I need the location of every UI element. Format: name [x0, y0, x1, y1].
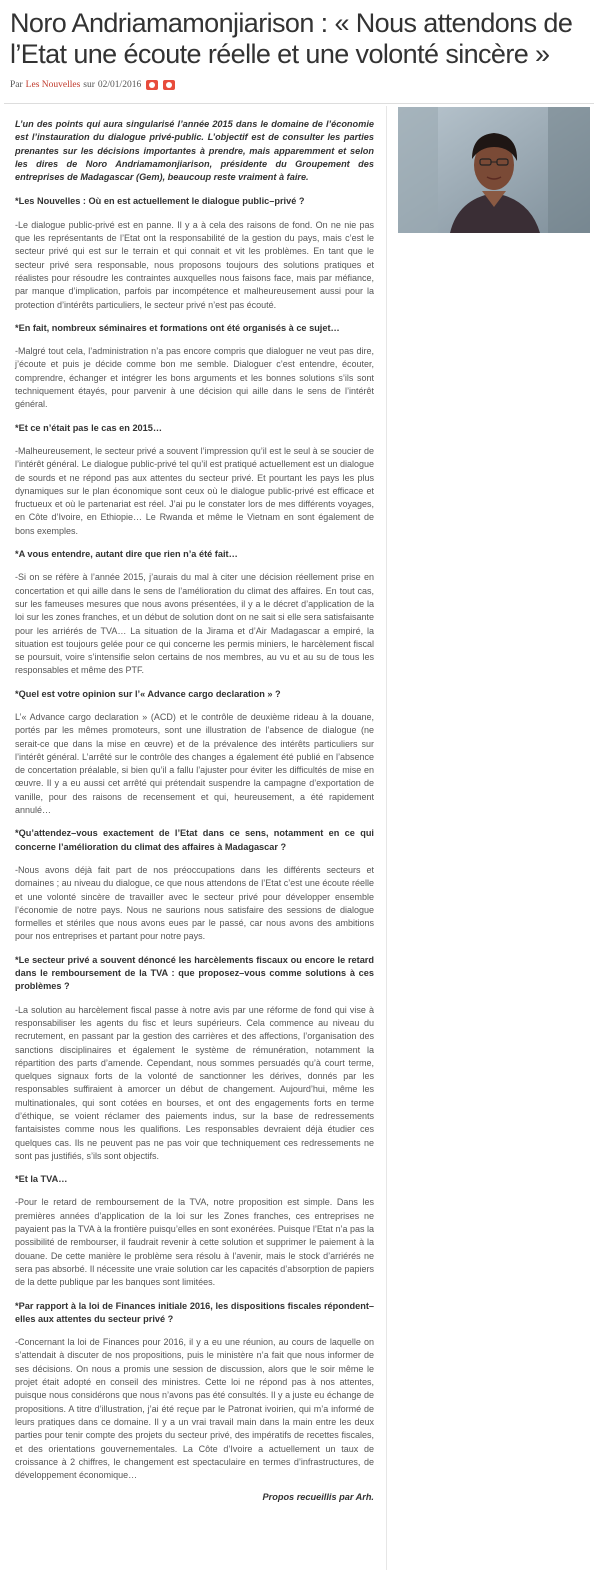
interview-answer: -Le dialogue public-privé est en panne. Il y a à cela des raisons de fond. On ne nie pas que les représentants de l’Etat ont la responsabilité de la gestion du pays, mais c’est le secteur privé qui est sur le terrain et qui connait et vit les problèmes. En tant que le secteur privé sera responsable, nous proposons toujours des solutions pratiques et réalistes pour résoudre les contraintes auxquelles nous faisons face, mais par méfiance, par manque d’implication, parfois par incompétence et malheureusement aussi pour la protection d’intérêts particuliers, le secteur privé n’est pas écouté. — [15, 219, 374, 310]
article-lead: L’un des points qui aura singularisé l’année 2015 dans le domaine de l’économie est l’instauration du dialogue privé-public. L’objectif est de consulter les parties prenantes sur les décisions importantes à prendre, mais apparemment et selon les dires de Noro Andriamamonjiarison, présidente du Groupement des entreprises de Madagascar (Gem), beaucoup reste vraiment à faire. — [15, 119, 374, 183]
interviewee-photo — [398, 107, 590, 233]
interview-answer: -Pour le retard de remboursement de la TVA, notre proposition est simple. Dans les premières années d’application de la loi sur les Zones franches, ces entreprises ne payaient pas la TVA à la frontière puisqu’elles en sont exonérées. Puisque l’Etat n’a pas la possibilité de rembourser, il faudrait revenir à cette solution et supprimer le paiement à la douane. De cette manière le problème sera résolu à l’avenir, mais le stock d’arriérés ne sera pas absorbé. Il nécessite une vraie solution car les capacités d’absorption de papiers de la dette publique par les banques sont limitées. — [15, 1197, 374, 1288]
interview-question: *Quel est votre opinion sur l’« Advance cargo declaration » ? — [15, 688, 281, 699]
header-divider — [4, 103, 594, 104]
article-header — [10, 8, 590, 90]
author-link[interactable]: Les Nouvelles — [25, 80, 81, 90]
interview-question: *En fait, nombreux séminaires et formations ont été organisés à ce sujet… — [15, 322, 340, 333]
interview-question: *Et la TVA… — [15, 1174, 68, 1185]
interview-question: *Qu’attendez–vous exactement de l’Etat dans ce sens, notamment en ce qui concerne l’amélioration du climat des affaires à Madagascar ? — [15, 828, 374, 852]
interview-question: *Et ce n’était pas le cas en 2015… — [15, 422, 163, 433]
portrait-image — [398, 107, 590, 233]
interview-answer: -Malheureusement, le secteur privé a souvent l’impression qu’il est le seul à se soucier de l’intérêt général. Le dialogue public-privé tel qu’il est pratiqué actuellement est un dialogue de sourds et ne répond pas aux attentes du secteur privé. Et pourtant les pays les plus dynamiques sur le plan économique sont ceux où le dialogue public-privé est efficace et fructueux et où le partenariat est réel. J’ai pu le constater lors de mes différents voyages, en Côte d’Ivoire, en Ethiopie… Le Rwanda et même le Vietnam en sont également de bons exemples. — [15, 445, 374, 536]
byline-prefix: Par — [10, 80, 23, 90]
interview-question: *A vous entendre, autant dire que rien n’a été fait… — [15, 549, 238, 560]
email-icon[interactable] — [163, 80, 175, 90]
article-title: Noro Andriamamonjiarison : « Nous attendons de l’Etat une écoute réelle et une volonté sincère » — [10, 8, 573, 69]
interview-answer: -Nous avons déjà fait part de nos préoccupations dans les différents secteurs et domaines ; au niveau du dialogue, ce que nous attendons de l’Etat c’est une écoute réelle et une volonté sincère de travailler avec le secteur privé pour développer ensemble l’économie de notre pays. Nous ne saurions nous satisfaire des sessions de dialogue formelles et stériles que nous avons eues par le passé, car nous avons des ambitions pour nos entreprises et partant pour notre pays. — [15, 864, 374, 942]
article-credit: Propos recueillis par Arh. — [262, 1492, 374, 1503]
interview-answer: -Concernant la loi de Finances pour 2016, il y a eu une réunion, au cours de laquelle on s’attendait à discuter de nos propositions, puis le ministère n’a fait que nous informer de ses décisions. On nous a promis une session de discussion, alors que le soir même le projet était adopté en conseil des ministres. Cette loi ne répond pas à nos attentes, puisque nous considérons que nous n’avons pas été consultés. Il y a juste eu échange de propositions. A titre d’illustration, j’ai été reçue par le Patronat ivoirien, qui m’a informé de leurs pratiques dans ce domaine. Il y a un vrai travail main dans la main entre les deux parties pour tenir compte des projets du secteur privé, des impératifs de recettes fiscales, et des orientations gouvernementales. La Côte d’Ivoire a actuellement un taux de croissance à 2 chiffres, le changement est spectaculaire en termes d’infrastructures, de développement économique… — [15, 1337, 374, 1481]
interview-question: *Les Nouvelles : Où en est actuellement le dialogue public–privé ? — [15, 196, 305, 207]
interview-answer: -Malgré tout cela, l’administration n’a pas encore compris que dialoguer ne veut pas dire, j’écoute et puis je décide comme bon me semble. Dialoguer c’est entendre, écouter, comprendre, échanger et intégrer les bons arguments et les bonnes solutions s’ils sont techniquement étayés, pour parvenir à une décision qui aille dans le sens de l’intérêt général. — [15, 346, 374, 410]
date-prefix: sur — [83, 80, 95, 90]
interview-answer: -Si on se réfère à l’année 2015, j’aurais du mal à citer une décision réellement prise en concertation et qui aille dans le sens de l’amélioration du climat des affaires. En tout cas, sur les fameuses mesures que nous avons présentées, il y a le décret d’application de la loi sur les zones franches, et un début de solution dont on ne sait si elle sera satisfaisante pour les arriérés de TVA… La situation de la Jirama et d’Air Madagascar a empiré, la situation est toujours gelée pour ce qui concerne les permis miniers, le harcèlement fiscal se poursuit, voire s’intensifie selon certains de nos membres, au vu et au su de tous les responsables et même des PTF. — [15, 572, 374, 676]
print-icon[interactable] — [146, 80, 158, 90]
interview-question: *Le secteur privé a souvent dénoncé les harcèlements fiscaux ou encore le retard dans le remboursement de la TVA : que proposez–vous comme solutions à ces problèmes ? — [15, 954, 374, 992]
interview-question: *Par rapport à la loi de Finances initiale 2016, les dispositions fiscales répondent–elles aux attentes du secteur privé ? — [15, 1300, 374, 1324]
interview-answer: -La solution au harcèlement fiscal passe à notre avis par une réforme de fond qui vise à responsabiliser les agents du fisc et leurs supérieurs. Cela commence au niveau du recrutement, en passant par la gestion des carrières et des affections, l’organisation des sanctions disciplinaires et également le système de rémunération, notamment la répartition des parts d’amende. Cependant, nous sommes persuadés qu’à court terme, quelques signaux forts de la volonté de sanctionner les dérives, donnés par les responsables suffiraient à amorcer un début de changement. Aujourd’hui, même les multinationales, qui sont cotées en bourses, et ont des engagements forts en terme d’éthique, se voient réclamer des paiements indus, sur la base de redressements fantaisistes comme nous les qualifions. Les responsables devraient déjà étudier ces quelques cas. Ils ne peuvent pas ne pas voir que techniquement ces redressements ne sont pas justifiés, s’ils sont objectifs. — [15, 1004, 374, 1161]
publish-date: 02/01/2016 — [97, 80, 142, 90]
article-body — [4, 106, 387, 1570]
interview-answer: L’« Advance cargo declaration » (ACD) et le contrôle de deuxième rideau à la douane, portés par les mêmes promoteurs, sont une illustration de l’absence de dialogue (ne serait-ce que dans la mise en œuvre) et de la prévalence des intérêts particuliers sur l’intérêt général. L’arrêté sur le contrôle des changes a également été publié en l’absence de concertation préalable, si bien qu’il a fallu l’ajuster pour éviter les difficultés de mise en œuvre. Il y a eu aussi cet arrêté qui prétendait suspendre la campagne d’exportation de vanille, pour des raisons de recensement et qui, heureusement, a été rapidement annulé… — [15, 711, 374, 816]
byline — [10, 80, 590, 90]
